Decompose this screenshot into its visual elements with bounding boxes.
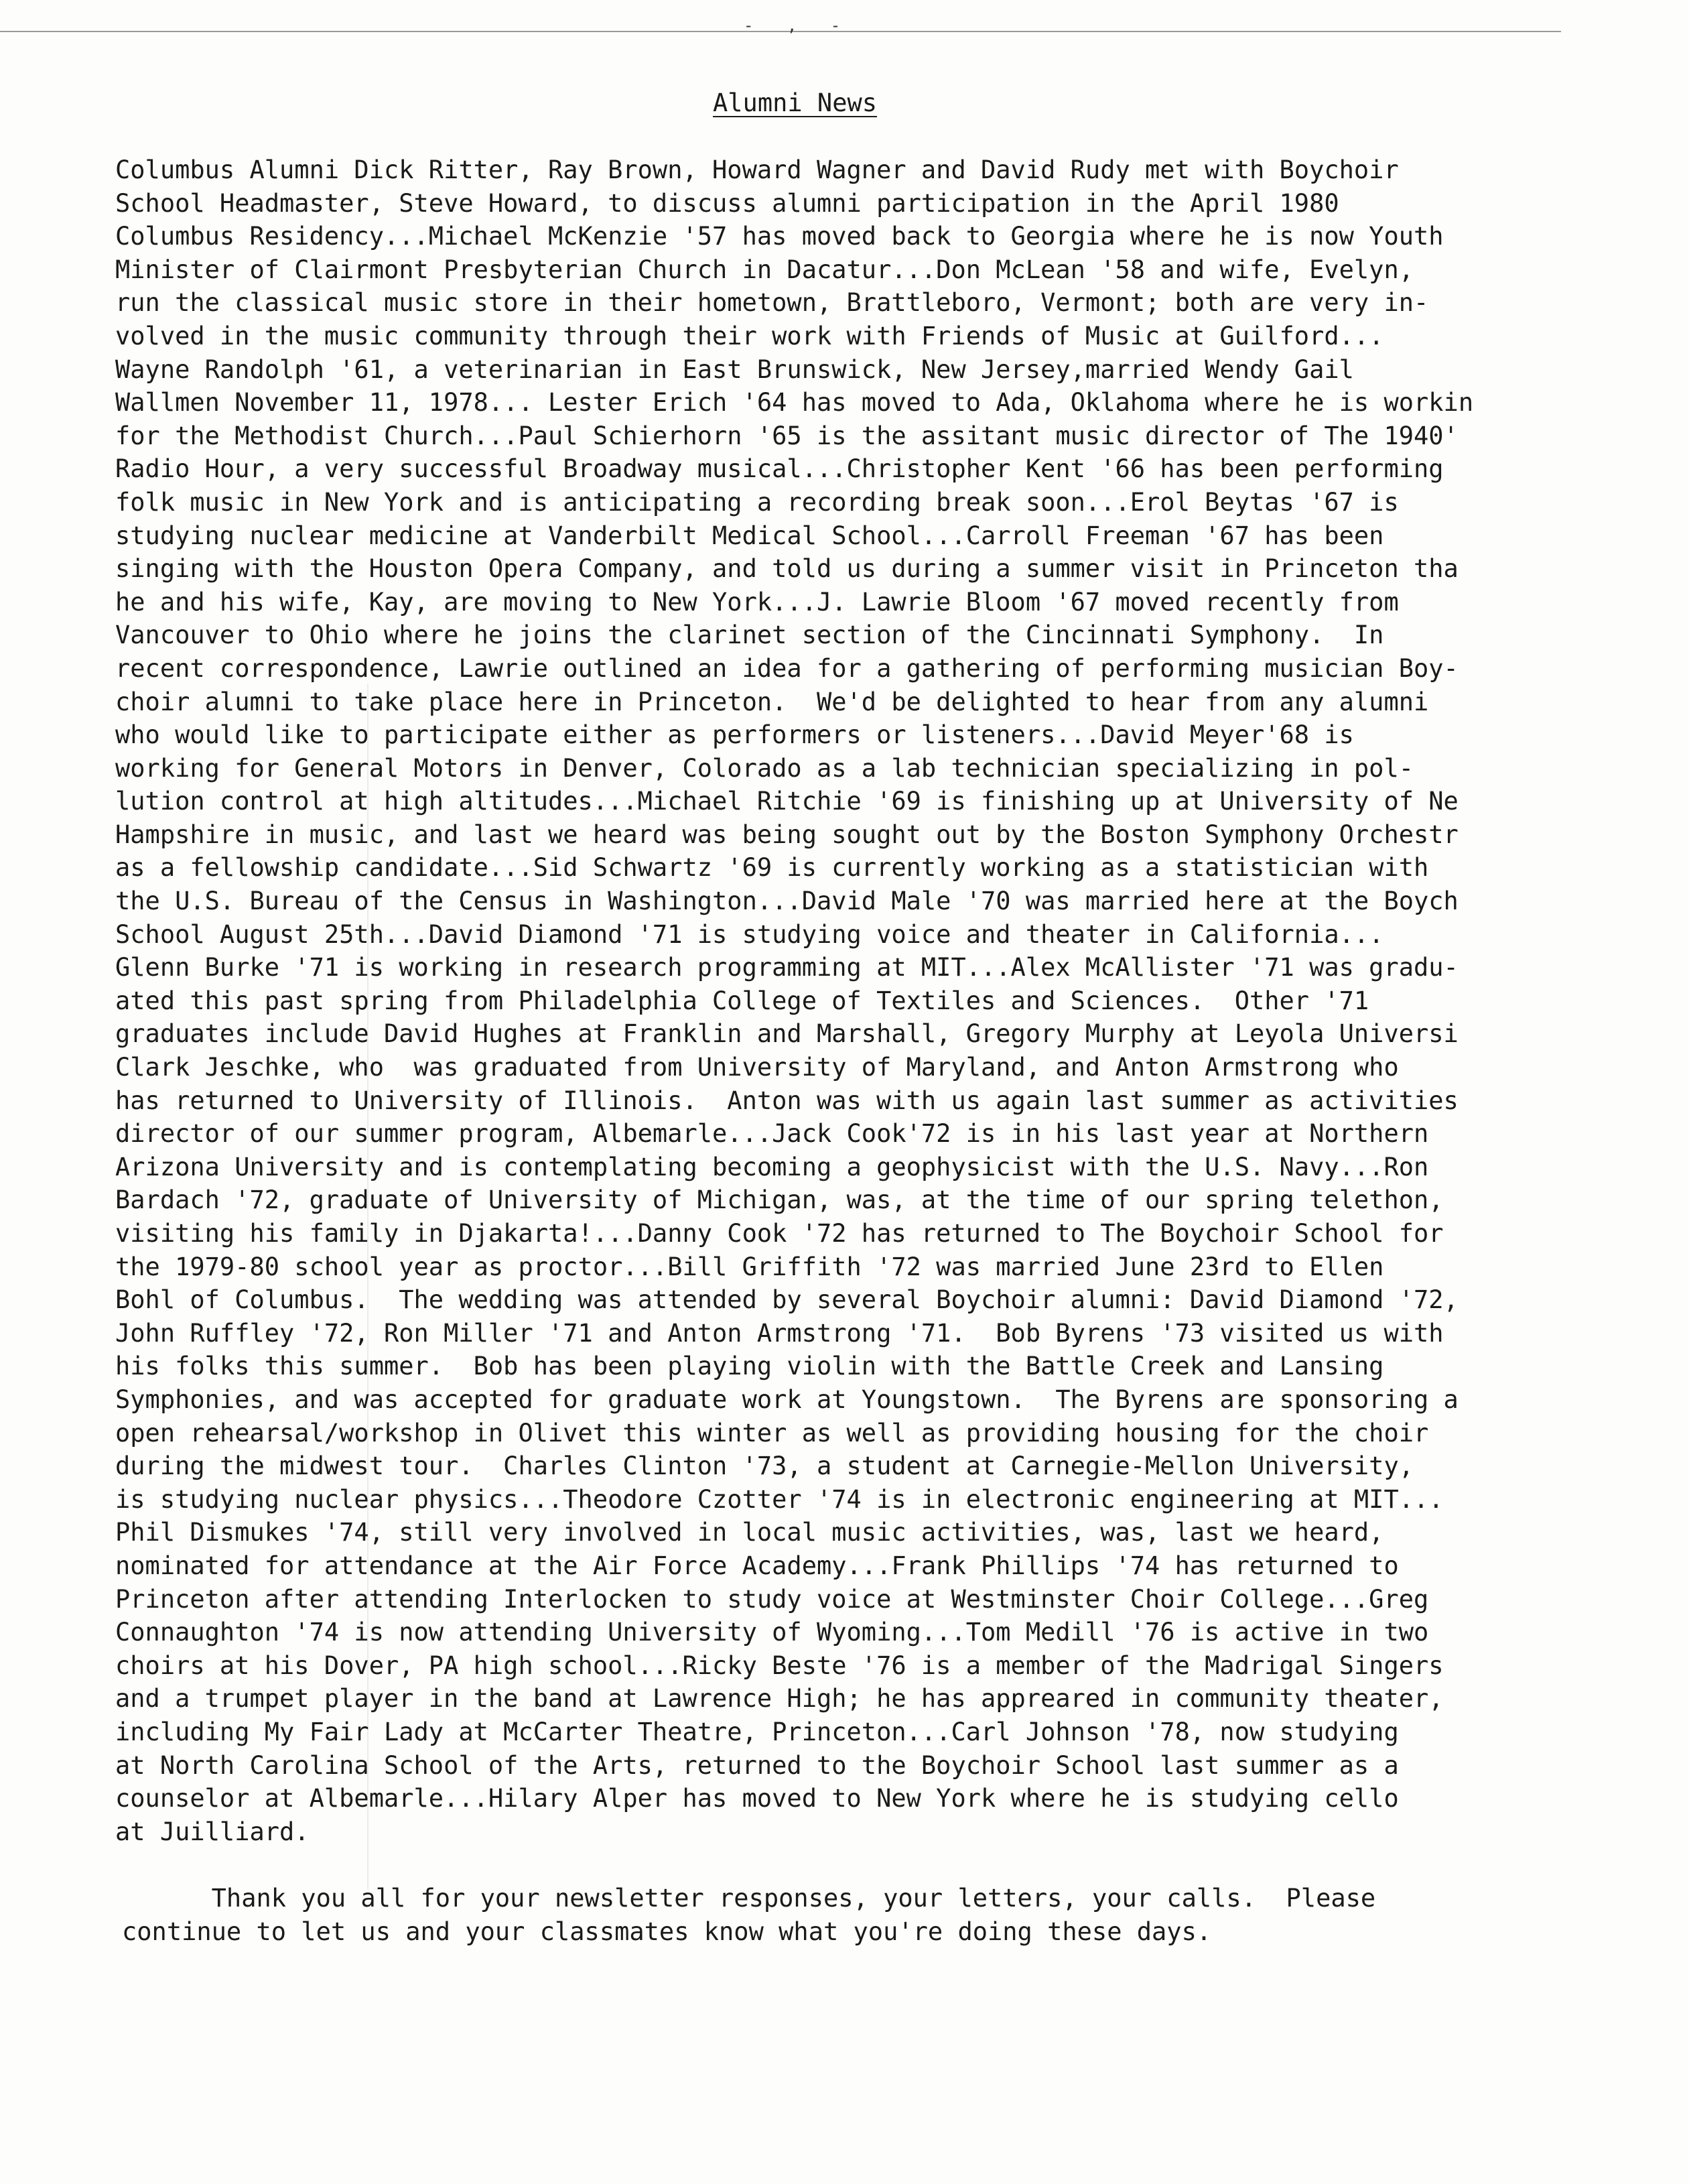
body-line: School Headmaster, Steve Howard, to discuss alumni participation in the April 1980 bbox=[115, 188, 1339, 218]
header-marks: - , - bbox=[744, 16, 853, 35]
body-line: Wallmen November 11, 1978... Lester Erich '64 has moved to Ada, Oklahoma where he is workin bbox=[115, 388, 1474, 417]
body-line: counselor at Albemarle...Hilary Alper has moved to New York where he is studying cello bbox=[115, 1784, 1399, 1813]
body-line: open rehearsal/workshop in Olivet this winter as well as providing housing for the choir bbox=[115, 1418, 1429, 1448]
body-line: John Ruffley '72, Ron Miller '71 and Anton Armstrong '71. Bob Byrens '73 visited us with bbox=[115, 1318, 1444, 1348]
body-line: at Juilliard. bbox=[115, 1817, 310, 1846]
news-body bbox=[115, 153, 1670, 1848]
body-line: he and his wife, Kay, are moving to New York...J. Lawrie Bloom '67 moved recently from bbox=[115, 587, 1399, 617]
body-line: Glenn Burke '71 is working in research programming at MIT...Alex McAllister '71 was gradu- bbox=[115, 953, 1459, 982]
body-line: Bardach '72, graduate of University of Michigan, was, at the time of our spring telethon, bbox=[115, 1185, 1444, 1215]
body-line: Arizona University and is contemplating becoming a geophysicist with the U.S. Navy...Ron bbox=[115, 1152, 1429, 1181]
body-line: including My Fair Lady at McCarter Theatre, Princeton...Carl Johnson '78, now studying bbox=[115, 1717, 1399, 1746]
body-line: Symphonies, and was accepted for graduate work at Youngstown. The Byrens are sponsoring a bbox=[115, 1385, 1459, 1414]
body-line: Minister of Clairmont Presbyterian Church in Dacatur...Don McLean '58 and wife, Evelyn, bbox=[115, 255, 1414, 284]
body-line: for the Methodist Church...Paul Schierhorn '65 is the assitant music director of The 1940' bbox=[115, 421, 1459, 450]
body-line: volved in the music community through their work with Friends of Music at Guilford... bbox=[115, 321, 1384, 350]
body-line: graduates include David Hughes at Franklin and Marshall, Gregory Murphy at Leyola Universi bbox=[115, 1019, 1459, 1049]
body-line: visiting his family in Djakarta!...Danny Cook '72 has returned to The Boychoir School for bbox=[115, 1219, 1444, 1248]
body-line: singing with the Houston Opera Company, and told us during a summer visit in Princeton tha bbox=[115, 554, 1459, 584]
body-line: director of our summer program, Albemarle...Jack Cook'72 is in his last year at Northern bbox=[115, 1119, 1429, 1149]
body-line: lution control at high altitudes...Michael Ritchie '69 is finishing up at University of Ne bbox=[115, 787, 1459, 816]
body-line: studying nuclear medicine at Vanderbilt Medical School...Carroll Freeman '67 has been bbox=[115, 521, 1384, 550]
body-line: his folks this summer. Bob has been playing violin with the Battle Creek and Lansing bbox=[115, 1352, 1384, 1381]
body-line: Princeton after attending Interlocken to study voice at Westminster Choir College...Greg bbox=[115, 1584, 1429, 1614]
body-line: who would like to participate either as performers or listeners...David Meyer'68 is bbox=[115, 720, 1354, 750]
body-line: during the midwest tour. Charles Clinton '73, a student at Carnegie-Mellon University, bbox=[115, 1452, 1414, 1481]
body-line: recent correspondence, Lawrie outlined an idea for a gathering of performing musician Boy- bbox=[115, 653, 1459, 683]
body-line: Columbus Residency...Michael McKenzie '57 has moved back to Georgia where he is now Youth bbox=[115, 222, 1444, 251]
body-line: ated this past spring from Philadelphia College of Textiles and Sciences. Other '71 bbox=[115, 986, 1369, 1015]
body-line: as a fellowship candidate...Sid Schwartz '69 is currently working as a statistician with bbox=[115, 853, 1429, 883]
body-line: at North Carolina School of the Arts, returned to the Boychoir School last summer as a bbox=[115, 1750, 1399, 1780]
body-line: folk music in New York and is anticipating a recording break soon...Erol Beytas '67 is bbox=[115, 487, 1399, 517]
closing-line: continue to let us and your classmates know what you're doing these days. bbox=[122, 1917, 1212, 1946]
body-line: and a trumpet player in the band at Lawrence High; he has appreared in community theater, bbox=[115, 1684, 1444, 1714]
body-line: Phil Dismukes '74, still very involved in local music activities, was, last we heard, bbox=[115, 1518, 1384, 1547]
body-line: choirs at his Dover, PA high school...Ricky Beste '76 is a member of the Madrigal Singers bbox=[115, 1651, 1444, 1680]
body-line: Radio Hour, a very successful Broadway musical...Christopher Kent '66 has been performing bbox=[115, 454, 1444, 484]
body-line: working for General Motors in Denver, Colorado as a lab technician specializing in pol- bbox=[115, 753, 1414, 783]
body-line: Clark Jeschke, who was graduated from University of Maryland, and Anton Armstrong who bbox=[115, 1053, 1399, 1082]
body-line: has returned to University of Illinois. Anton was with us again last summer as activities bbox=[115, 1086, 1459, 1115]
body-line: Hampshire in music, and last we heard was being sought out by the Boston Symphony Orchestr bbox=[115, 820, 1459, 849]
body-line: nominated for attendance at the Air Force Academy...Frank Phillips '74 has returned to bbox=[115, 1551, 1399, 1580]
body-line: Vancouver to Ohio where he joins the clarinet section of the Cincinnati Symphony. In bbox=[115, 621, 1384, 650]
body-line: School August 25th...David Diamond '71 is studying voice and theater in California... bbox=[115, 919, 1384, 949]
closing-paragraph bbox=[122, 1882, 1663, 1948]
body-line: run the classical music store in their hometown, Brattleboro, Vermont; both are very in- bbox=[115, 288, 1429, 318]
body-line: Columbus Alumni Dick Ritter, Ray Brown, Howard Wagner and David Rudy met with Boychoir bbox=[115, 155, 1399, 184]
body-line: Wayne Randolph '61, a veterinarian in East Brunswick, New Jersey,married Wendy Gail bbox=[115, 355, 1354, 384]
body-line: Connaughton '74 is now attending University of Wyoming...Tom Medill '76 is active in two bbox=[115, 1618, 1429, 1647]
body-line: Bohl of Columbus. The wedding was attended by several Boychoir alumni: David Diamond '72, bbox=[115, 1285, 1459, 1315]
body-line: choir alumni to take place here in Princeton. We'd be delighted to hear from any alumni bbox=[115, 687, 1429, 716]
closing-line: Thank you all for your newsletter responses, your letters, your calls. Please bbox=[122, 1884, 1376, 1913]
body-line: the U.S. Bureau of the Census in Washington...David Male '70 was married here at the Boych bbox=[115, 887, 1459, 916]
body-line: the 1979-80 school year as proctor...Bill Griffith '72 was married June 23rd to Ellen bbox=[115, 1252, 1384, 1281]
page-title: Alumni News bbox=[713, 88, 878, 117]
body-line: is studying nuclear physics...Theodore Czotter '74 is in electronic engineering at MIT... bbox=[115, 1484, 1444, 1514]
